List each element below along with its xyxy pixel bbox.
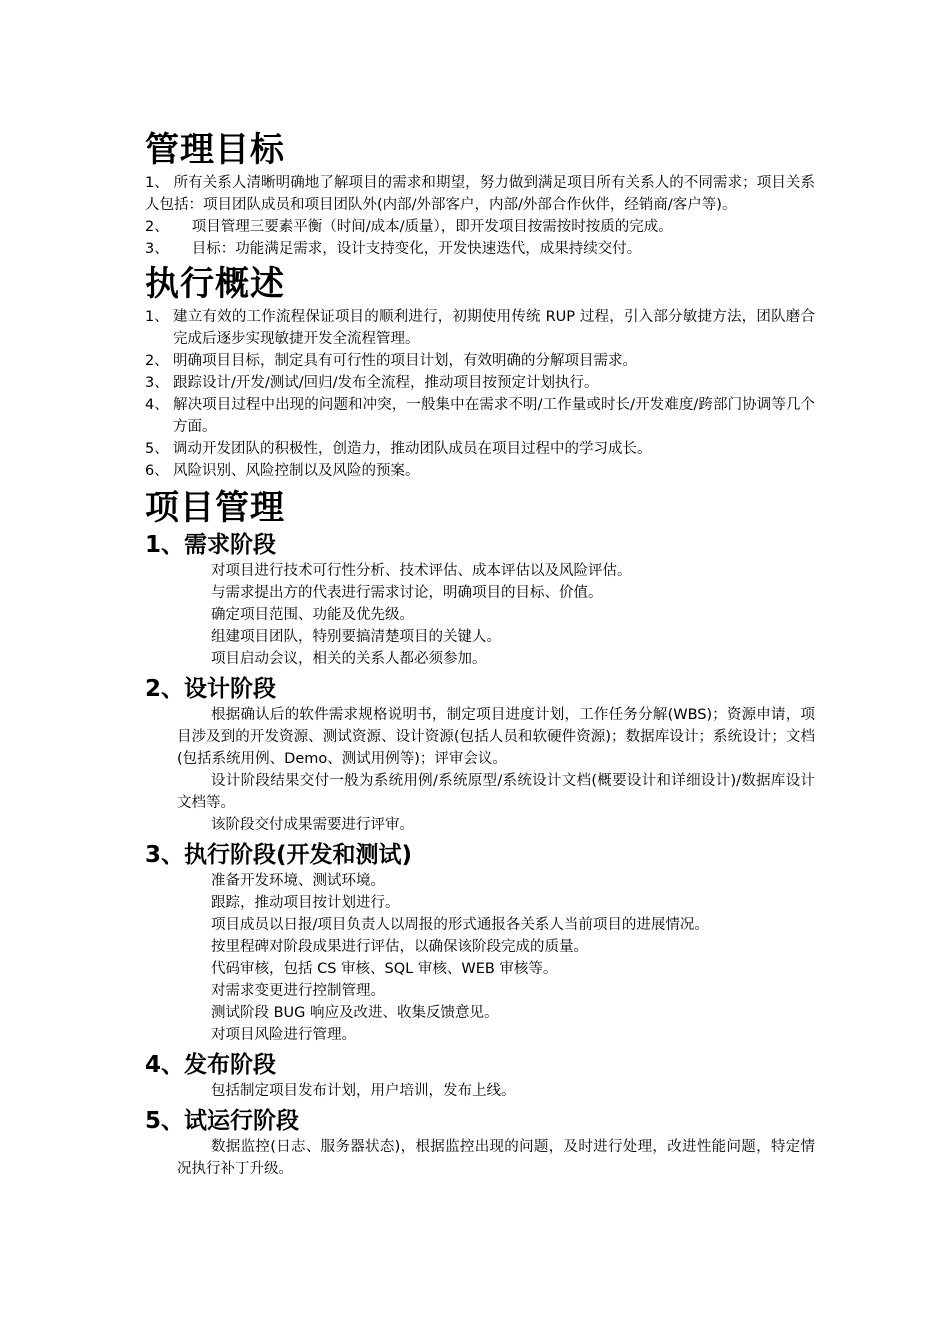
goal-item-2: 2、 项目管理三要素平衡（时间/成本/质量），即开发项目按需按时按质的完成。 — [145, 219, 673, 235]
phase-title-design: 2、设计阶段 — [145, 676, 277, 702]
phase2-paragraph: 设计阶段结果交付一般为系统用例/系统原型/系统设计文档(概要设计和详细设计)/数据库设计文档等。 — [177, 773, 815, 811]
list-item-text: 明确项目目标，制定具有可行性的项目计划，有效明确的分解项目需求。 — [173, 353, 637, 369]
section-title-goals: 管理目标 — [145, 130, 285, 170]
phase3-line: 跟踪，推动项目按计划进行。 — [211, 895, 400, 911]
phase5-paragraph: 数据监控(日志、服务器状态)，根据监控出现的问题，及时进行处理，改进性能问题，特定情况执行补丁升级。 — [177, 1139, 815, 1177]
phase3-line: 测试阶段 BUG 响应及改进、收集反馈意见。 — [211, 1005, 499, 1021]
list-item-number: 3、 — [145, 375, 169, 391]
phase3-line: 对项目风险进行管理。 — [211, 1027, 356, 1043]
phase3-line: 按里程碑对阶段成果进行评估，以确保该阶段完成的质量。 — [211, 939, 588, 955]
phase3-line: 项目成员以日报/项目负责人以周报的形式通报各关系人当前项目的进展情况。 — [211, 917, 709, 933]
goal-item-1: 1、 所有关系人清晰明确地了解项目的需求和期望，努力做到满足项目所有关系人的不同需求；项目关系人包括：项目团队成员和项目团队外(内部/外部客户，内部/外部合作伙伴，经销商/客户等)。 — [145, 175, 815, 213]
list-item-number: 5、 — [145, 441, 169, 457]
list-item — [145, 460, 815, 482]
list-item-text: 解决项目过程中出现的问题和冲突，一般集中在需求不明/工作量或时长/开发难度/跨部门协调等几个方面。 — [173, 397, 815, 435]
phase-title-trial-run: 5、试运行阶段 — [145, 1108, 300, 1134]
list-item — [145, 438, 815, 460]
list-item-text: 调动开发团队的积极性，创造力，推动团队成员在项目过程中的学习成长。 — [173, 441, 652, 457]
list-item-text: 跟踪设计/开发/测试/回归/发布全流程，推动项目按预定计划执行。 — [173, 375, 599, 391]
document-page — [145, 128, 815, 1180]
phase1-line: 组建项目团队，特别要搞清楚项目的关键人。 — [211, 629, 501, 645]
section-title-project-management: 项目管理 — [145, 488, 285, 528]
phase-title-release: 4、发布阶段 — [145, 1052, 277, 1078]
list-item-text: 建立有效的工作流程保证项目的顺利进行，初期使用传统 RUP 过程，引入部分敏捷方法，团队磨合完成后逐步实现敏捷开发全流程管理。 — [173, 309, 815, 347]
list-item-number: 2、 — [145, 353, 169, 369]
goal-item-3: 3、 目标：功能满足需求，设计支持变化，开发快速迭代，成果持续交付。 — [145, 241, 642, 257]
list-item — [145, 306, 815, 350]
phase3-line: 代码审核，包括 CS 审核、SQL 审核、WEB 审核等。 — [211, 961, 558, 977]
phase4-line: 包括制定项目发布计划，用户培训，发布上线。 — [211, 1083, 516, 1099]
phase1-line: 项目启动会议，相关的关系人都必须参加。 — [211, 651, 487, 667]
phase2-paragraph: 该阶段交付成果需要进行评审。 — [211, 817, 414, 833]
phase1-line: 确定项目范围、功能及优先级。 — [211, 607, 414, 623]
phase3-line: 准备开发环境、测试环境。 — [211, 873, 385, 889]
list-item-number: 4、 — [145, 397, 169, 413]
overview-list — [145, 306, 815, 482]
section-title-overview: 执行概述 — [145, 264, 285, 304]
list-item-number: 6、 — [145, 463, 169, 479]
phase1-line: 与需求提出方的代表进行需求讨论，明确项目的目标、价值。 — [211, 585, 603, 601]
phase-title-requirements: 1、需求阶段 — [145, 532, 277, 558]
list-item — [145, 372, 815, 394]
list-item — [145, 350, 815, 372]
phase1-line: 对项目进行技术可行性分析、技术评估、成本评估以及风险评估。 — [211, 563, 632, 579]
phase-title-execution: 3、执行阶段(开发和测试) — [145, 842, 413, 868]
list-item-number: 1、 — [145, 309, 169, 325]
phase3-line: 对需求变更进行控制管理。 — [211, 983, 385, 999]
list-item — [145, 394, 815, 438]
phase2-paragraph: 根据确认后的软件需求规格说明书，制定项目进度计划，工作任务分解(WBS)；资源申请，项目涉及到的开发资源、测试资源、设计资源(包括人员和软硬件资源)；数据库设计；系统设计；文档(包括系统用例、Demo、测试用例等)；评审会议。 — [177, 707, 815, 767]
list-item-text: 风险识别、风险控制以及风险的预案。 — [173, 463, 420, 479]
